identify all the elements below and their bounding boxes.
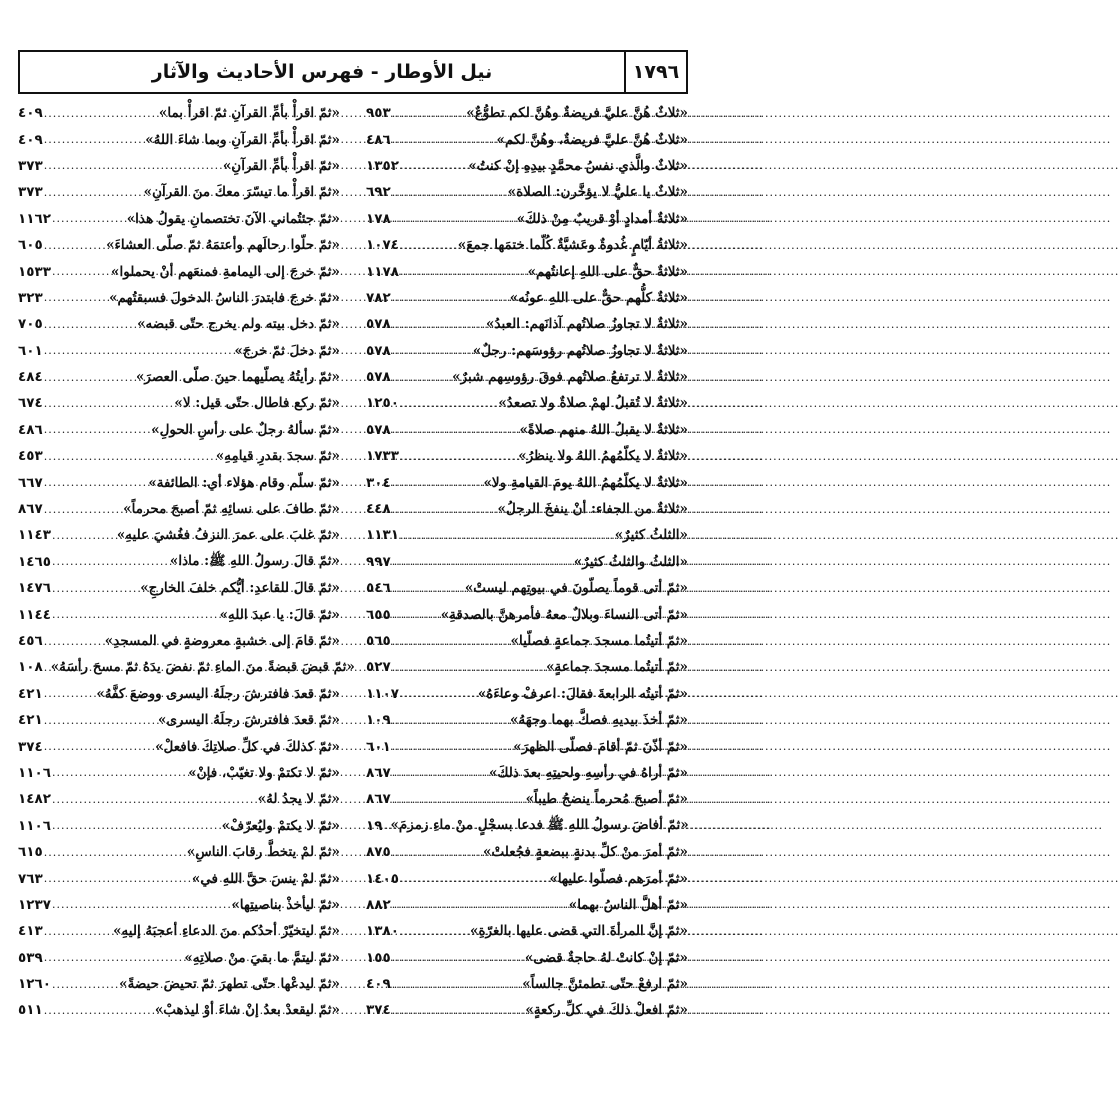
entry-page-number: ٥٣٩ xyxy=(18,949,43,966)
dot-leader xyxy=(52,608,219,621)
index-entry xyxy=(366,496,688,522)
entry-text: «ثمّ لمْ يتخطَّ رقابَ الناسِ» xyxy=(186,844,340,861)
dot-leader xyxy=(392,608,440,621)
index-entry xyxy=(18,364,340,390)
dot-leader xyxy=(400,397,497,410)
index-entry xyxy=(366,100,688,126)
index-entry xyxy=(366,601,688,627)
entry-page-number: ٣٧٣ xyxy=(18,157,43,174)
index-entry xyxy=(18,179,340,205)
entry-page-number: ٧٦٣ xyxy=(18,870,43,887)
index-entry xyxy=(366,681,688,707)
index-entry xyxy=(366,153,688,179)
index-entry xyxy=(366,258,688,284)
entry-text: «ثمّ أتى قوماً يصلّونَ في بيوتِهم ليستْ» xyxy=(464,580,688,597)
entry-page-number: ٨٦٧ xyxy=(18,501,43,518)
index-entry xyxy=(366,839,688,865)
entry-text: «ثمّ أهلَّ الناسُ بهما» xyxy=(568,896,688,913)
index-entry xyxy=(18,918,340,944)
dot-leader xyxy=(52,529,116,542)
index-entry xyxy=(18,126,340,152)
entry-page-number: ١١٠٧ xyxy=(366,685,399,702)
entry-page-number: ٩٥٣ xyxy=(366,105,391,122)
entry-text: «ثلاثةٌ كلُّهم حقٌّ على اللهِ عونُه» xyxy=(509,289,688,306)
entry-text: «ثمّ قالَ للقاعدِ: أيُّكم خلفَ الخارجِ» xyxy=(140,580,340,597)
entry-page-number: ١٤٠٥ xyxy=(366,870,399,887)
dot-leader xyxy=(52,582,139,595)
index-entry xyxy=(366,549,688,575)
index-entry xyxy=(366,417,688,443)
dot-leader xyxy=(392,740,513,753)
entry-text: «ثلاثةُ أيّامٍ غُدوةٌ وعَشيَّةٌ كُلّما ختمَها جمعَ» xyxy=(457,237,688,254)
dot-leader xyxy=(44,450,215,463)
entry-page-number: ٣٧٣ xyxy=(18,184,43,201)
index-entry xyxy=(18,258,340,284)
entry-page-number: ١١٠٦ xyxy=(18,817,51,834)
entry-page-number: ١١٦٢ xyxy=(18,210,51,227)
dot-leader xyxy=(392,371,451,384)
entry-page-number: ١١٣١ xyxy=(366,527,399,544)
index-entry xyxy=(366,311,688,337)
entry-text: «ثمّ طافَ على نسائِهِ ثمّ أصبحَ محرماً» xyxy=(123,501,340,518)
dot-leader xyxy=(44,635,104,648)
entry-page-number: ١٤٨٢ xyxy=(18,791,51,808)
entry-text: «ثمّ أمرَ منْ كلِّ بدنةٍ ببضعةٍ فجُعلتْ» xyxy=(483,844,688,861)
entry-text: «ثمّ أتى النساءَ وبلالٌ معهُ فأمرهنَّ بالصدقةِ» xyxy=(440,606,688,623)
entry-page-number: ١٣٥٢ xyxy=(366,157,399,174)
index-entry xyxy=(18,417,340,443)
dot-leader xyxy=(392,846,482,859)
dot-leader xyxy=(392,582,464,595)
dot-leader xyxy=(392,318,485,331)
entry-text: «ثمّ قامَ إلى خشبةٍ معروضةٍ في المسجدِ» xyxy=(104,633,340,649)
index-entry xyxy=(18,496,340,522)
index-entry xyxy=(18,865,340,891)
index-entry xyxy=(18,654,355,680)
entry-text: «ثمّ ليدعْها حتّى تطهرَ ثمّ تحيضَ حيضةً» xyxy=(119,976,340,993)
entry-text: «ثمّ لا يجدُ لهُ» xyxy=(257,791,340,808)
index-entry xyxy=(18,997,340,1023)
index-entry xyxy=(18,760,340,786)
index-entry xyxy=(366,918,688,944)
entry-text: «ثلاثٌ يا عليُّ لا يؤخَّرن: الصلاة» xyxy=(507,184,688,201)
entry-text: «ثمّ دخل بيته ولم يخرج حتّى قبضه» xyxy=(137,316,340,333)
index-entry xyxy=(366,892,688,918)
dot-leader xyxy=(44,714,157,727)
dot-leader xyxy=(52,212,126,225)
entry-text: «ثمّ قعدَ فافترشَ رجلَهُ اليسرى ووضعَ كفَّهُ» xyxy=(96,685,340,702)
index-entry xyxy=(18,839,340,865)
entry-text: «ثمّ لا يكتمْ وليُعرّفْ» xyxy=(221,817,340,834)
entry-text: «ثمّ أتيتُما مسجدَ جماعةٍ» xyxy=(546,659,688,676)
entry-page-number: ٧٨٢ xyxy=(366,289,391,306)
index-entry xyxy=(18,338,340,364)
entry-text: «ثمّ إنَّ المرأةَ التي قضى عليها بالغرّةِ» xyxy=(470,923,688,940)
index-entry xyxy=(366,813,688,839)
dot-leader xyxy=(392,186,507,199)
entry-text: «ثمّ اقرأْ بأمِّ القرآنِ» xyxy=(222,157,340,174)
entry-text: «ثمّ ليتمَّ ما بقيَ منْ صلاتِهِ» xyxy=(184,949,340,966)
entry-page-number: ٦٦٧ xyxy=(18,474,43,491)
entry-page-number: ١٣٨٠ xyxy=(366,923,399,940)
dot-leader xyxy=(392,1004,525,1017)
index-entry xyxy=(366,443,688,469)
index-entry xyxy=(18,813,340,839)
entry-page-number: ٤٤٨ xyxy=(366,501,391,518)
entry-text: «ثلاثةٌ حقٌّ على اللهِ إعانتُهم» xyxy=(527,263,688,280)
entry-text: «ثمّ جئتُماني الآنَ تختصمانِ يقولُ هذا» xyxy=(126,210,340,227)
index-entry xyxy=(366,179,688,205)
entry-text: «ثمّ أراهُ في رأسِهِ ولحيتِهِ بعدَ ذلكَ» xyxy=(488,764,688,781)
dot-leader xyxy=(52,978,118,991)
dot-leader xyxy=(44,1004,154,1017)
entry-page-number: ١٩ xyxy=(366,817,383,834)
entry-page-number: ١٠٧٤ xyxy=(366,237,399,254)
entry-text: «ثمّ دخلَ ثمّ خرجَ» xyxy=(234,342,340,359)
entry-page-number: ٨٧٥ xyxy=(366,844,391,861)
entry-page-number: ٦٠١ xyxy=(18,342,43,359)
entry-text: «ثمّ اقرأْ بأمِّ القرآنِ وبما شاءَ اللهُ» xyxy=(145,131,340,148)
entry-page-number: ٦٩٢ xyxy=(366,184,391,201)
entry-page-number: ١٧٨ xyxy=(366,210,391,227)
entry-page-number: ٤٠٩ xyxy=(18,105,43,122)
index-entry xyxy=(366,390,688,416)
index-columns xyxy=(18,100,688,1024)
index-entry xyxy=(366,628,688,654)
dot-leader xyxy=(52,898,230,911)
left-column xyxy=(18,100,355,1024)
dot-leader xyxy=(400,265,527,278)
entry-text: «ثمّ رأيتُهُ يصلّيهما حينَ صلّى العصرَ» xyxy=(135,369,340,386)
index-entry xyxy=(18,232,340,258)
entry-text: «ثلاثٌ هُنَّ عليَّ فريضةٌ وهُنَّ لكم تطوُّعٌ» xyxy=(466,105,688,122)
entry-page-number: ١٤٧٦ xyxy=(18,580,51,597)
index-entry xyxy=(18,522,340,548)
entry-text: «ثمّ إنْ كانتْ لهُ حاجةٌ قضى» xyxy=(524,949,688,966)
index-entry xyxy=(366,232,688,258)
dot-leader xyxy=(44,661,50,674)
entry-text: «ثمّ ليقعدْ بعدُ إنْ شاءَ أوْ ليذهبْ» xyxy=(154,1002,340,1019)
index-entry xyxy=(18,100,340,126)
entry-text: «ثمّ سلّم وقام هؤلاء أي: الطائفة» xyxy=(148,474,340,491)
entry-page-number: ١٢٦٠ xyxy=(18,976,51,993)
entry-page-number: ٥٧٨ xyxy=(366,342,391,359)
entry-text: «ثمّ أتيتُه الرابعةَ فقالَ: اعرفْ وعاءَهُ» xyxy=(477,685,688,702)
index-entry xyxy=(366,285,688,311)
index-entry xyxy=(18,285,340,311)
entry-text: «ثلاثةٌ لا ترتفعُ صلاتُهم فوقَ رؤوسِهم شبرٌ» xyxy=(452,369,688,386)
dot-leader xyxy=(392,555,573,568)
entry-page-number: ٥٧٨ xyxy=(366,369,391,386)
dot-leader xyxy=(44,159,222,172)
dot-leader xyxy=(392,793,525,806)
index-entry xyxy=(366,997,688,1023)
dot-leader xyxy=(400,687,477,700)
entry-page-number: ١١٠٦ xyxy=(18,764,51,781)
entry-page-number: ١٤٦٥ xyxy=(18,553,51,570)
entry-page-number: ٤٠٩ xyxy=(18,131,43,148)
index-entry xyxy=(18,786,340,812)
dot-leader xyxy=(392,661,545,674)
dot-leader xyxy=(44,476,148,489)
entry-text: «ثمّ اقرأْ ما تيسّرَ معكَ منَ القرآنِ» xyxy=(143,184,340,201)
entry-page-number: ٥٤٦ xyxy=(366,580,391,597)
dot-leader xyxy=(44,239,105,252)
entry-page-number: ٣٢٣ xyxy=(18,289,43,306)
entry-text: «ثلاثٌ هُنَّ عليَّ فريضةٌ، وهُنَّ لكم» xyxy=(496,131,688,148)
dot-leader xyxy=(383,819,389,832)
dot-leader xyxy=(44,503,122,516)
entry-page-number: ٤٥٦ xyxy=(18,633,43,649)
entry-text: «ثلاثةٌ من الجفاء: أنْ ينفخَ الرجلُ» xyxy=(497,501,688,518)
index-entry xyxy=(18,601,340,627)
entry-page-number: ١١٤٤ xyxy=(18,606,51,623)
entry-text: «ثمّ ليتخيّرْ أحدُكم منَ الدعاءِ أعجبَهُ إليهِ» xyxy=(113,923,340,940)
index-entry xyxy=(366,865,688,891)
entry-text: «ثمّ أخذَ بيديهِ فصكَّ بهما وجهَهُ» xyxy=(510,712,688,729)
entry-page-number: ٥١١ xyxy=(18,1002,43,1019)
index-entry xyxy=(18,469,340,495)
entry-page-number: ٦١٥ xyxy=(18,844,43,861)
index-entry xyxy=(366,654,688,680)
dot-leader xyxy=(52,265,110,278)
entry-page-number: ٤٠٩ xyxy=(366,976,391,993)
dot-leader xyxy=(44,872,191,885)
entry-page-number: ٩٩٧ xyxy=(366,553,391,570)
entry-page-number: ٤٥٣ xyxy=(18,448,43,465)
dot-leader xyxy=(392,503,497,516)
index-entry xyxy=(366,364,688,390)
index-entry xyxy=(18,945,340,971)
entry-page-number: ٦٠٥ xyxy=(18,237,43,254)
dot-leader xyxy=(400,239,457,252)
dot-leader xyxy=(52,555,169,568)
right-column xyxy=(366,100,688,1024)
entry-page-number: ٥٢٧ xyxy=(366,659,391,676)
entry-text: «ثمّ أذّنَ ثمّ أقامَ فصلّى الظهرَ» xyxy=(513,738,688,755)
entry-text: «ثمّ لا تكتمْ ولا تغيّبْ، فإنْ» xyxy=(188,764,340,781)
dot-leader xyxy=(44,925,112,938)
dot-leader xyxy=(392,635,510,648)
entry-text: «ثمّ خرجَ فابتدرَ الناسُ الدخولَ فسبقتُهم» xyxy=(109,289,340,306)
dot-leader xyxy=(44,291,108,304)
entry-page-number: ١٥٥ xyxy=(366,949,391,966)
entry-text: «ثمّ سجدَ بقدرِ قيامِهِ» xyxy=(215,448,340,465)
index-entry xyxy=(366,575,688,601)
dot-leader xyxy=(400,925,469,938)
index-entry xyxy=(366,469,688,495)
running-header xyxy=(18,50,688,94)
index-entry xyxy=(18,206,340,232)
dot-leader xyxy=(44,687,96,700)
entry-text: «ثمّ كذلكَ في كلِّ صلاتِكَ فافعلْ» xyxy=(155,738,340,755)
entry-text: «ثلاثةٌ لا تجاوزُ صلاتُهم رؤوسَهم: رجلٌ» xyxy=(472,342,688,359)
entry-text: «ثمّ ارفعْ حتّى تطمئنَّ جالساً» xyxy=(522,976,688,993)
index-entry xyxy=(366,760,688,786)
dot-leader xyxy=(392,133,496,146)
dot-leader xyxy=(392,714,509,727)
dot-leader xyxy=(392,212,516,225)
entry-page-number: ٨٨٢ xyxy=(366,896,391,913)
dot-leader xyxy=(400,450,517,463)
dot-leader xyxy=(44,318,136,331)
entry-page-number: ١٠٩ xyxy=(366,712,391,729)
entry-text: «ثمّ غلبَ على عمرَ النزفُ فغُشيَ عليهِ» xyxy=(116,527,340,544)
entry-text: «ثلاثةٌ لا يكلّمُهمُ اللهُ يومَ القيامةِ ولا» xyxy=(483,474,688,491)
index-entry xyxy=(18,681,340,707)
index-entry xyxy=(18,707,340,733)
entry-page-number: ٥٧٨ xyxy=(366,316,391,333)
entry-page-number: ١٠٨ xyxy=(18,659,43,676)
dot-leader xyxy=(52,766,187,779)
entry-page-number: ٤٨٦ xyxy=(366,131,391,148)
entry-page-number: ٨٦٧ xyxy=(366,764,391,781)
entry-text: «ثمّ قبضَ قبضةً منَ الماءِ ثمّ نفضَ يدَهُ ثمّ مسحَ رأسَهُ» xyxy=(50,659,355,676)
entry-page-number: ٣٠٤ xyxy=(366,474,391,491)
dot-leader xyxy=(392,978,522,991)
entry-text: «ثلاثةٌ لا تجاوزُ صلاتُهم آذانَهم: العبدُ» xyxy=(486,316,688,333)
entry-text: «ثمّ قالَ رسولُ اللهِ ﷺ: ماذا» xyxy=(169,552,340,569)
dot-leader xyxy=(392,344,472,357)
entry-text: «الثلثُ والثلثُ كثيرٌ» xyxy=(573,553,688,570)
dot-leader xyxy=(400,159,467,172)
page-number: ١٧٩٦ xyxy=(624,52,686,92)
index-entry xyxy=(366,206,688,232)
index-entry xyxy=(366,945,688,971)
entry-page-number: ٤٢١ xyxy=(18,685,43,702)
index-entry xyxy=(366,971,688,997)
entry-text: «ثمّ اقرأْ بأمِّ القرآنِ ثمّ اقرأْ بما» xyxy=(158,105,340,122)
entry-text: «الثلثُ كثيرٌ» xyxy=(614,527,688,544)
dot-leader xyxy=(44,951,184,964)
entry-text: «ثلاثةٌ لا يقبلُ اللهُ منهم صلاةً» xyxy=(519,421,688,438)
entry-text: «ثمّ خرجَ إلى اليمامةِ فمنعَهم أنْ يحملوا» xyxy=(111,263,340,280)
index-entry xyxy=(366,733,688,759)
index-entry xyxy=(366,522,688,548)
entry-page-number: ٤٢١ xyxy=(18,712,43,729)
index-entry xyxy=(18,971,340,997)
entry-page-number: ١١٧٨ xyxy=(366,263,399,280)
index-entry xyxy=(18,892,340,918)
entry-text: «ثمّ افعلْ ذلكَ في كلِّ ركعةٍ» xyxy=(525,1002,688,1019)
entry-text: «ثلاثةٌ لا تُقبلُ لهمْ صلاةٌ ولا تصعدُ» xyxy=(498,395,688,412)
entry-text: «ثمّ قعدَ فافترشَ رجلَهُ اليسرى» xyxy=(157,712,340,729)
entry-text: «ثمّ أفاضَ رسولُ اللهِ ﷺ فدعا بسجْلٍ منْ ماءِ زمزمَ» xyxy=(390,816,689,833)
entry-page-number: ٤٨٦ xyxy=(18,421,43,438)
dot-leader xyxy=(392,898,568,911)
entry-page-number: ٥٧٨ xyxy=(366,421,391,438)
index-entry xyxy=(18,311,340,337)
entry-text: «ثمّ ليأخذْ بناصيتِها» xyxy=(231,896,340,913)
dot-leader xyxy=(44,397,174,410)
index-entry xyxy=(366,126,688,152)
entry-page-number: ٤١٣ xyxy=(18,923,43,940)
entry-page-number: ٧٠٥ xyxy=(18,316,43,333)
index-entry xyxy=(18,628,340,654)
index-entry xyxy=(366,338,688,364)
entry-page-number: ١٢٣٧ xyxy=(18,896,51,913)
dot-leader xyxy=(44,107,158,120)
entry-page-number: ٤٨٤ xyxy=(18,369,43,386)
index-entry xyxy=(18,390,340,416)
dot-leader xyxy=(400,872,548,885)
entry-page-number: ١٢٥٠ xyxy=(366,395,399,412)
page xyxy=(18,50,688,1090)
index-entry xyxy=(18,153,340,179)
entry-page-number: ١١٤٣ xyxy=(18,527,51,544)
dot-leader xyxy=(392,951,524,964)
entry-text: «ثمّ أمرَهم فصلّوا عليها» xyxy=(549,870,688,887)
index-entry xyxy=(18,575,340,601)
entry-page-number: ١٥٣٣ xyxy=(18,263,51,280)
dot-leader xyxy=(392,766,488,779)
dot-leader xyxy=(44,740,154,753)
entry-text: «ثلاثةٌ لا يكلّمُهمُ اللهُ ولا ينظرُ» xyxy=(518,448,688,465)
dot-leader xyxy=(44,344,234,357)
entry-text: «ثلاثٌ والَّذي نفسُ محمَّدٍ بيدِهِ إنْ كنتُ» xyxy=(468,157,688,174)
dot-leader xyxy=(52,819,221,832)
index-entry xyxy=(18,733,340,759)
index-entry xyxy=(18,443,340,469)
dot-leader xyxy=(44,371,135,384)
entry-page-number: ٦٧٤ xyxy=(18,395,43,412)
entry-page-number: ٨٦٧ xyxy=(366,791,391,808)
entry-text: «ثمّ أتيتُما مسجدَ جماعةٍ فصلّيا» xyxy=(510,633,688,649)
entry-text: «ثلاثةٌ أمدادٍ أوْ قريبٌ مِنْ ذلكَ» xyxy=(516,210,688,227)
dot-leader xyxy=(52,793,257,806)
dot-leader xyxy=(400,529,614,542)
header-title: نيل الأوطار - فهرس الأحاديث والآثار xyxy=(151,61,493,83)
dot-leader xyxy=(392,423,519,436)
dot-leader xyxy=(44,423,150,436)
index-entry xyxy=(366,786,688,812)
entry-page-number: ٦٥٥ xyxy=(366,606,391,623)
dot-leader xyxy=(392,107,466,120)
entry-text: «ثمّ لمْ ينسَ حقَّ اللهِ في» xyxy=(191,870,340,887)
entry-page-number: ١٧٣٣ xyxy=(366,448,399,465)
dot-leader xyxy=(392,476,483,489)
dot-leader xyxy=(44,846,186,859)
entry-text: «ثمّ قالَ: يا عبدَ اللهِ» xyxy=(219,606,340,623)
entry-text: «ثمّ سألهُ رجلٌ على رأسِ الحولِ» xyxy=(151,421,340,438)
index-entry xyxy=(18,549,340,575)
entry-text: «ثمّ ركع فاطال حتّى قيل: لا» xyxy=(174,395,340,412)
entry-page-number: ٣٧٤ xyxy=(18,738,43,755)
entry-page-number: ٣٧٤ xyxy=(366,1002,391,1019)
dot-leader xyxy=(44,133,144,146)
entry-text: «ثمّ أصبحَ مُحرماً ينضحُ طيباً» xyxy=(525,791,688,808)
dot-leader xyxy=(44,186,143,199)
entry-text: «ثمّ حلّوا رحالَهم وأعتمَهُ ثمّ صلّى العشاءَ» xyxy=(106,237,340,254)
entry-page-number: ٥٦٥ xyxy=(366,633,391,649)
dot-leader xyxy=(392,291,509,304)
entry-page-number: ٦٠١ xyxy=(366,738,391,755)
index-entry xyxy=(366,707,688,733)
